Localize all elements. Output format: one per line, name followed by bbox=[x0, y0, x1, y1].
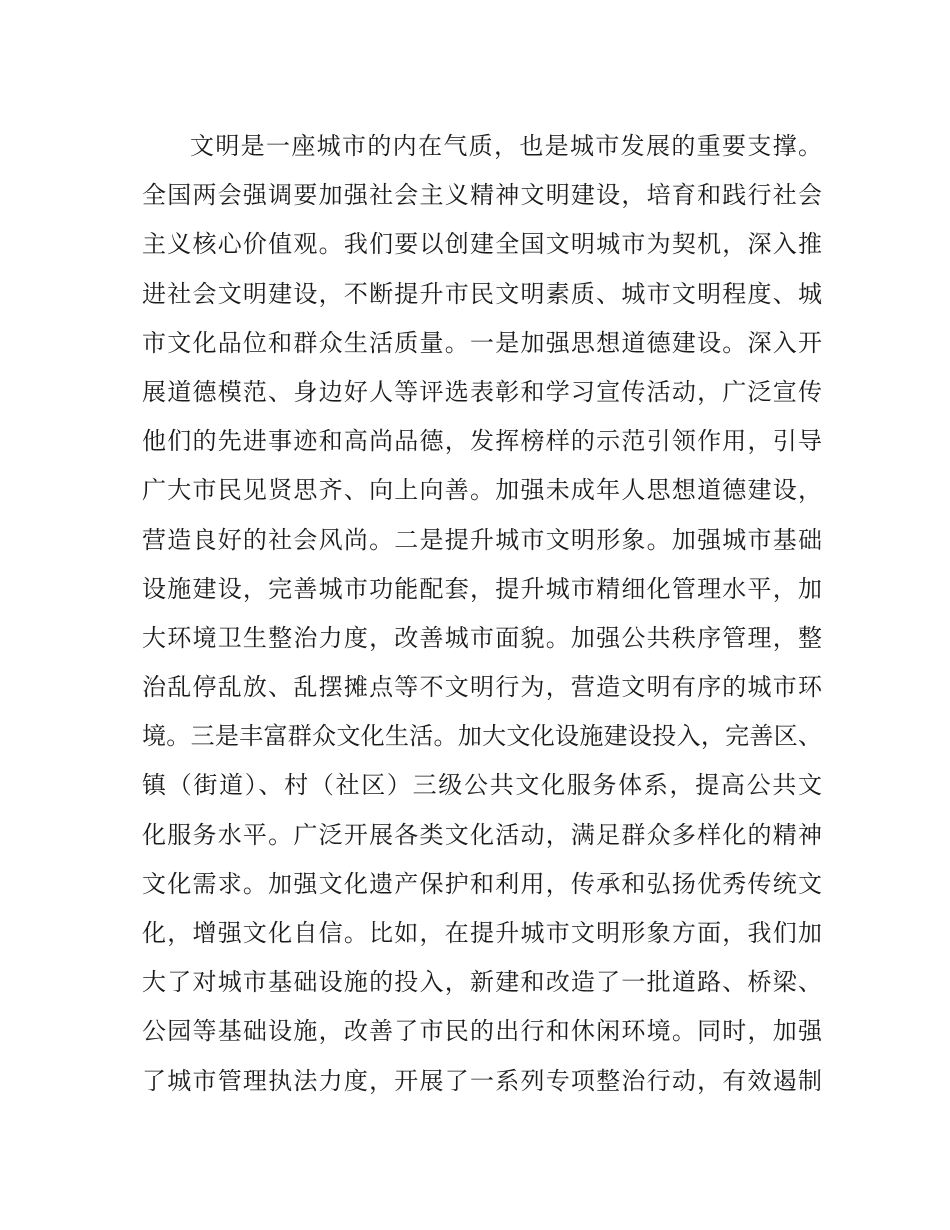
text-line: 化，增强文化自信。比如，在提升城市文明形象方面，我们加 bbox=[142, 919, 822, 947]
body-paragraph bbox=[142, 122, 822, 1106]
text-line: 广大市民见贤思齐、向上向善。加强未成年人思想道德建设， bbox=[142, 476, 822, 505]
text-line: 全国两会强调要加强社会主义精神文明建设，培育和践行社会 bbox=[142, 181, 822, 210]
text-line: 大了对城市基础设施的投入，新建和改造了一批道路、桥梁、 bbox=[142, 968, 822, 997]
text-line: 他们的先进事迹和高尚品德，发挥榜样的示范引领作用，引导 bbox=[142, 427, 822, 456]
text-line: 营造良好的社会风尚。二是提升城市文明形象。加强城市基础 bbox=[142, 525, 822, 554]
text-line: 进社会文明建设，不断提升市民文明素质、城市文明程度、城 bbox=[142, 279, 822, 308]
text-line: 大环境卫生整治力度，改善城市面貌。加强公共秩序管理，整 bbox=[142, 623, 822, 652]
text-line: 境。三是丰富群众文化生活。加大文化设施建设投入，完善区、 bbox=[142, 722, 822, 751]
text-line: 展道德模范、身边好人等评选表彰和学习宣传活动，广泛宣传 bbox=[142, 377, 822, 406]
text-line: 文明是一座城市的内在气质，也是城市发展的重要支撑。 bbox=[190, 132, 822, 160]
text-line: 设施建设，完善城市功能配套，提升城市精细化管理水平，加 bbox=[142, 574, 822, 603]
text-line: 镇（街道）、村（社区）三级公共文化服务体系，提高公共文 bbox=[142, 771, 822, 800]
text-line: 文化需求。加强文化遗产保护和利用，传承和弘扬优秀传统文 bbox=[142, 869, 822, 898]
text-line: 治乱停乱放、乱摆摊点等不文明行为，营造文明有序的城市环 bbox=[142, 673, 822, 702]
text-line: 了城市管理执法力度，开展了一系列专项整治行动，有效遏制 bbox=[142, 1066, 822, 1095]
text-line: 主义核心价值观。我们要以创建全国文明城市为契机，深入推 bbox=[142, 230, 822, 259]
text-line: 公园等基础设施，改善了市民的出行和休闲环境。同时，加强 bbox=[142, 1017, 822, 1046]
text-line: 化服务水平。广泛开展各类文化活动，满足群众多样化的精神 bbox=[142, 820, 822, 849]
text-line: 市文化品位和群众生活质量。一是加强思想道德建设。深入开 bbox=[142, 328, 822, 357]
